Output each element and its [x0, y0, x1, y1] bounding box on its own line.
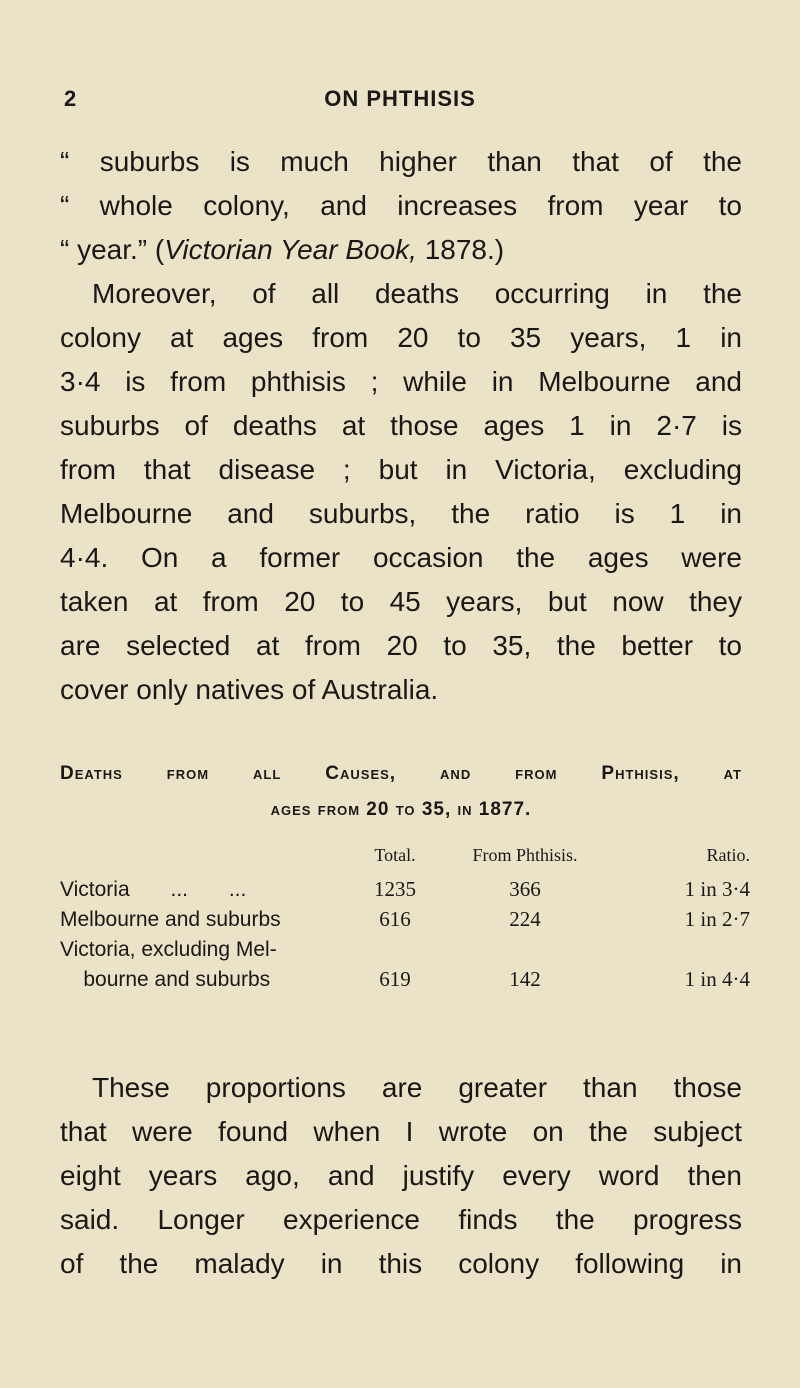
text-segment: 1878.)	[416, 234, 505, 265]
text-line: “ suburbs is much higher than that of the	[60, 146, 742, 177]
cell-phthisis: 224	[509, 907, 541, 931]
text-line: colony at ages from 20 to 35 years, 1 in	[60, 322, 742, 353]
text-line: of the malady in this colony following in	[60, 1248, 742, 1279]
running-title: ON PHTHISIS	[324, 86, 476, 111]
text-line: are selected at from 20 to 35, the better to	[60, 630, 742, 661]
header-ratio: Ratio.	[706, 844, 750, 865]
cell-ratio: 1 in 2·7	[684, 907, 750, 931]
text-segment: “ year.” (	[60, 234, 165, 265]
text-line: These proportions are greater than those	[92, 1072, 742, 1103]
text-line: 3·4 is from phthisis ; while in Melbourne and	[60, 366, 742, 397]
header-place	[60, 838, 350, 872]
text-line: eight years ago, and justify every word then	[60, 1160, 742, 1191]
running-head	[0, 86, 800, 116]
cell-phthisis: 366	[509, 877, 541, 901]
cell-phthisis	[440, 932, 610, 962]
table-row	[60, 962, 750, 992]
cell-place: bourne and suburbs	[60, 968, 271, 991]
table-row	[60, 872, 750, 902]
page-number: 2	[64, 86, 77, 111]
paragraph-proportions	[60, 1066, 742, 1286]
cell-ratio: 1 in 4·4	[684, 967, 750, 991]
mortality-table	[60, 838, 750, 992]
cell-total	[350, 932, 440, 962]
text-line: suburbs of deaths at those ages 1 in 2·7 is	[60, 410, 742, 441]
table-header-row	[60, 838, 750, 872]
paragraph-moreover	[60, 272, 742, 712]
table-caption	[60, 756, 742, 828]
cell-total: 1235	[374, 877, 416, 901]
table-caption-line: Deaths from all Causes, and from Phthisis, at	[60, 763, 742, 784]
text-line: Melbourne and suburbs, the ratio is 1 in	[60, 498, 742, 529]
text-line: 4·4. On a former occasion the ages were	[60, 542, 742, 573]
cell-total: 616	[379, 907, 411, 931]
header-phthisis: From Phthisis.	[472, 844, 578, 865]
text-line: taken at from 20 to 45 years, but now they	[60, 586, 742, 617]
text-line: cover only natives of Australia.	[60, 674, 439, 705]
table-row	[60, 932, 750, 962]
header-total: Total.	[374, 844, 416, 865]
cell-ratio: 1 in 3·4	[684, 877, 750, 901]
table-caption-line: ages from 20 to 35, in 1877.	[270, 799, 532, 820]
text-line: from that disease ; but in Victoria, excluding	[60, 454, 742, 485]
text-line: that were found when I wrote on the subject	[60, 1116, 742, 1147]
text-line: “ whole colony, and increases from year to	[60, 190, 742, 221]
cell-place: Victoria ... ...	[60, 878, 247, 901]
text-line: Moreover, of all deaths occurring in the	[92, 278, 742, 309]
text-line: said. Longer experience finds the progress	[60, 1204, 742, 1235]
table-row	[60, 902, 750, 932]
citation-title: Victorian Year Book,	[164, 234, 417, 265]
paragraph-quote-end	[60, 140, 742, 272]
cell-total: 619	[379, 967, 411, 991]
cell-phthisis: 142	[509, 967, 541, 991]
cell-place: Melbourne and suburbs	[60, 908, 281, 931]
cell-ratio	[610, 932, 750, 962]
text-line	[60, 228, 742, 272]
cell-place: Victoria, excluding Mel-	[60, 938, 277, 961]
